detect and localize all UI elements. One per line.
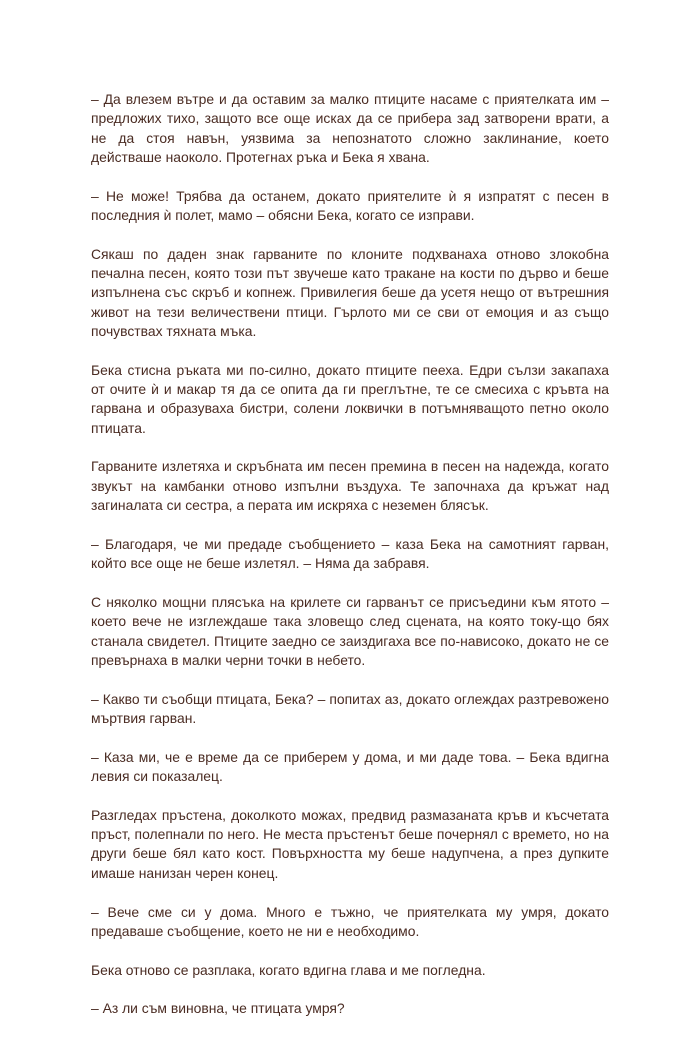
paragraph-6: – Благодаря, че ми предаде съобщението – каза Бека на самотният гарван, който все още не беше излетял. – Няма да забравя. [91, 535, 609, 572]
paragraph-8: – Какво ти съобщи птицата, Бека? – попитах аз, докато оглеждах разтревожено мъртвия гарван. [91, 690, 609, 726]
paragraph-12: Бека отново се разплака, когато вдигна глава и ме погледна. [91, 961, 486, 978]
paragraph-3: Сякаш по даден знак гарваните по клоните подхванаха отново злокобна печална песен, която този път звучеше като тракане на кости по дърво и беше изпълнена със скръб и копнеж. Привилегия беше да усетя нещо от вътрешния живот на тези величествени птици. Гърлото ми се сви от емоция и аз също почувствах тяхната мъка. [91, 245, 609, 339]
document-page [91, 90, 609, 1038]
paragraph-9: – Каза ми, че е време да се приберем у дома, и ми даде това. – Бека вдигна левия си показалец. [91, 748, 609, 785]
paragraph-11: – Вече сме си у дома. Много е тъжно, че приятелката му умря, докато предаваше съобщение, което не ни е необходимо. [91, 903, 609, 939]
paragraph-10: Разгледах пръстена, доколкото можах, предвид размазаната кръв и късчетата пръст, полепнали по него. Не места пръстенът беше почернял с времето, но на други беше бял като кост. Повърхността му беше надупчена, а през дупките имаше нанизан черен конец. [91, 806, 609, 881]
paragraph-7: С няколко мощни плясъка на крилете си гарванът се присъедини към ятото – което вече не изглеждаше така зловещо след сцената, на която току-що бях станала свидетел. Птиците заедно се заиздигаха все по-нависоко, докато не се превърнаха в малки черни точки в небето. [91, 593, 609, 668]
paragraph-13: – Аз ли съм виновна, че птицата умря? [91, 1000, 345, 1017]
paragraph-5: Гарваните излетяха и скръбната им песен премина в песен на надежда, когато звукът на камбанки отново изпълни въздуха. Те започнаха да кръжат над загиналата си сестра, а перата им искряха с неземен блясък. [91, 458, 609, 514]
paragraph-1: – Да влезем вътре и да оставим за малко птиците насаме с приятелката им – предложих тихо, защото все още исках да се прибера зад затворени врати, а не да стоя навън, уязвима за непознатото сложно заклинание, което действаше наоколо. Протегнах ръка и Бека я хвана. [91, 91, 609, 165]
paragraph-2: – Не може! Трябва да останем, докато приятелите ѝ я изпратят с песен в последния ѝ полет, мамо – обясни Бека, когато се изправи. [91, 187, 609, 223]
paragraph-4: Бека стисна ръката ми по-силно, докато птиците пееха. Едри сълзи закапаха от очите ѝ и макар тя да се опита да ги преглътне, те се смесиха с кръвта на гарвана и образуваха бистри, солени локвички в потъмняващото петно около птицата. [91, 361, 609, 436]
